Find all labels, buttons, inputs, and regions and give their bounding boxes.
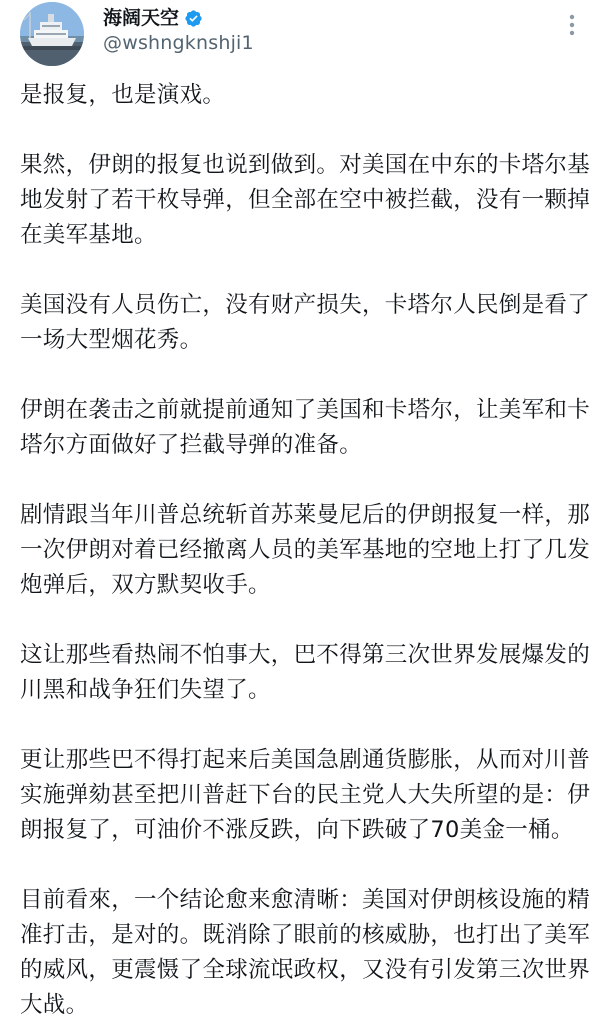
- post-paragraph: 目前看來，一个结论愈来愈清晰：美国对伊朗核设施的精准打击，是对的。既消除了眼前的核威胁，也打出了美军的威风，更震慑了全球流氓政权，又没有引发第三次世界大战。: [20, 887, 591, 1018]
- post-paragraph: 这让那些看热闹不怕事大，巴不得第三次世界发展爆发的川黑和战争狂们失望了。: [20, 642, 591, 703]
- post-paragraph: 果然，伊朗的报复也说到做到。对美国在中东的卡塔尔基地发射了若干枚导弹，但全部在空中被拦截，没有一颗掉在美军基地。: [20, 152, 591, 248]
- author-identity[interactable]: [103, 2, 254, 55]
- post-paragraph: 是报复，也是演戏。: [20, 82, 226, 108]
- post-paragraph: 美国没有人员伤亡，没有财产损失，卡塔尔人民倒是看了一场大型烟花秀。: [20, 292, 591, 353]
- post-paragraph: 更让那些巴不得打起来后美国急剧通货膨胀，从而对川普实施弹劾甚至把川普赶下台的民主党人大失所望的是：伊朗报复了，可油价不涨反跌，向下跌破了70美金一桶。: [20, 747, 591, 843]
- post-text: [20, 78, 590, 1023]
- post-paragraph: 剧情跟当年川普总统斩首苏莱曼尼后的伊朗报复一样，那一次伊朗对着已经撤离人员的美军基地的空地上打了几发炮弹后，双方默契收手。: [20, 502, 591, 598]
- verified-badge-icon: [184, 9, 203, 28]
- avatar[interactable]: [20, 2, 84, 66]
- post-header: [20, 0, 590, 74]
- ship-photo-avatar: [20, 2, 84, 66]
- display-name-row: [103, 8, 254, 30]
- display-name[interactable]: 海阔天空: [103, 7, 180, 29]
- author-handle[interactable]: @wshngknshji1: [103, 31, 254, 54]
- post-paragraph: 伊朗在袭击之前就提前通知了美国和卡塔尔，让美军和卡塔尔方面做好了拦截导弹的准备。: [20, 397, 591, 458]
- more-vertical-icon[interactable]: [558, 10, 586, 40]
